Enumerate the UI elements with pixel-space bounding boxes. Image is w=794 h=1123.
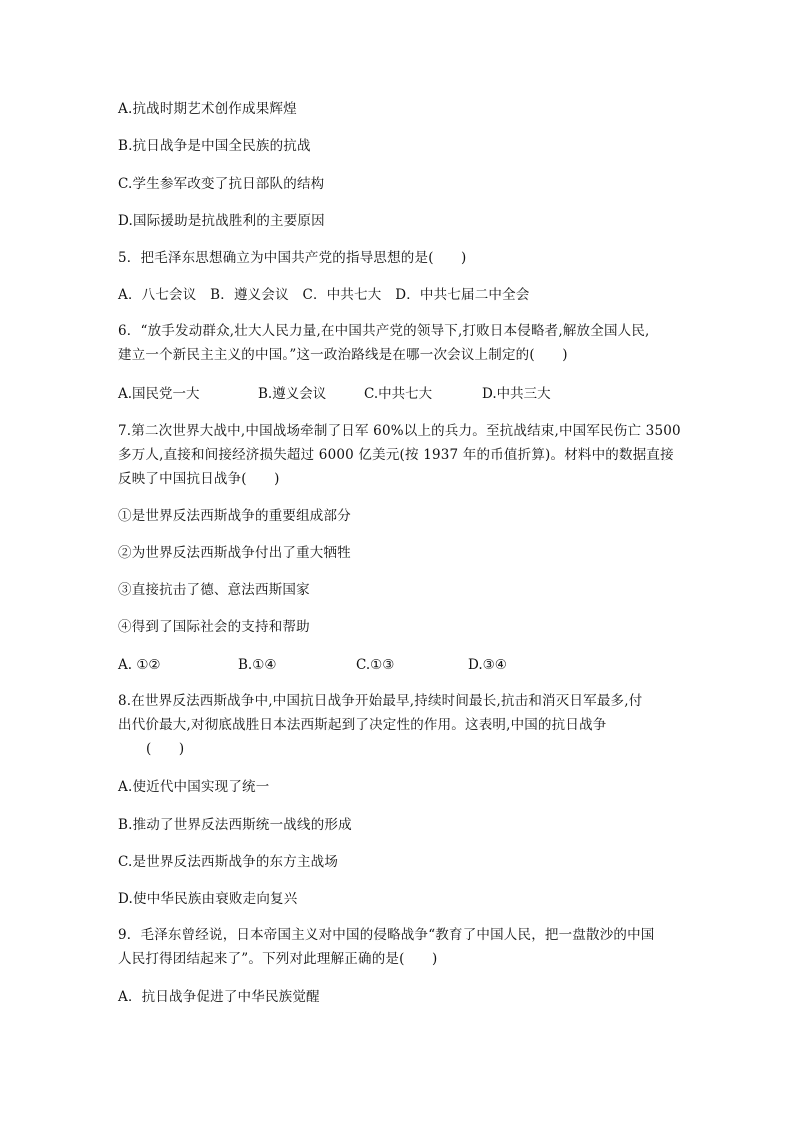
q8-option-c: C.是世界反法西斯战争的东方主战场 [118,854,339,870]
q6-option-b: B.遵义会议 [258,386,327,402]
q5-options: A．八七会议 B．遵义会议 C．中共七大 D．中共七届二中全会 [118,287,530,303]
q6-stem-line2: 建立一个新民主主义的中国。”这一政治路线是在哪一次会议上制定的( ) [118,347,568,363]
q7-stem-line1: 7.第二次世界大战中,中国战场牵制了日军 60%以上的兵力。至抗战结束,中国军民伤亡 3500 [118,423,681,439]
q8-stem-line1: 8.在世界反法西斯战争中,中国抗日战争开始最早,持续时间最长,抗击和消灭日军最多,付 [118,693,643,709]
q6-option-a: A.国民党一大 [118,386,200,402]
q7-item-4: ④得到了国际社会的支持和帮助 [118,619,310,635]
q7-option-a: A. ①② [118,657,161,673]
q7-item-2: ②为世界反法西斯战争付出了重大牺牲 [118,545,351,561]
q6-option-d: D.中共三大 [482,386,551,402]
q5-stem: 5．把毛泽东思想确立为中国共产党的指导思想的是( ) [118,250,467,266]
q8-option-b: B.推动了世界反法西斯统一战线的形成 [118,817,352,833]
q4-option-a: A.抗战时期艺术创作成果辉煌 [118,101,297,117]
q7-option-c: C.①③ [356,657,395,673]
q9-stem-line2: 人民打得团结起来了”。下列对此理解正确的是( ) [118,951,438,967]
q7-stem-line3: 反映了中国抗日战争( ) [118,471,280,487]
q7-item-1: ①是世界反法西斯战争的重要组成部分 [118,508,351,524]
q6-stem-line1: 6．“放手发动群众,壮大人民力量,在中国共产党的领导下,打败日本侵略者,解放全国人民, [118,323,650,339]
q8-stem-line2: 出代价最大,对彻底战胜日本法西斯起到了决定性的作用。这表明,中国的抗日战争 [118,717,607,733]
q6-option-c: C.中共七大 [364,386,433,402]
q7-option-b: B.①④ [238,657,277,673]
q7-stem-line2: 多万人,直接和间接经济损失超过 6000 亿美元(按 1937 年的币值折算)。材料中的数据直接 [118,447,674,463]
q9-option-a: A．抗日战争促进了中华民族觉醒 [118,989,320,1005]
q4-option-b: B.抗日战争是中国全民族的抗战 [118,138,311,154]
q7-item-3: ③直接抗击了德、意法西斯国家 [118,582,310,598]
q8-option-a: A.使近代中国实现了统一 [118,779,270,795]
q8-option-d: D.使中华民族由衰败走向复兴 [118,891,298,907]
q8-stem-line3: ( ) [146,741,185,757]
q4-option-c: C.学生参军改变了抗日部队的结构 [118,176,325,192]
q7-option-d: D.③④ [468,657,507,673]
q4-option-d: D.国际援助是抗战胜利的主要原因 [118,213,325,229]
q9-stem-line1: 9．毛泽东曾经说，日本帝国主义对中国的侵略战争“教育了中国人民，把一盘散沙的中国 [118,927,655,943]
